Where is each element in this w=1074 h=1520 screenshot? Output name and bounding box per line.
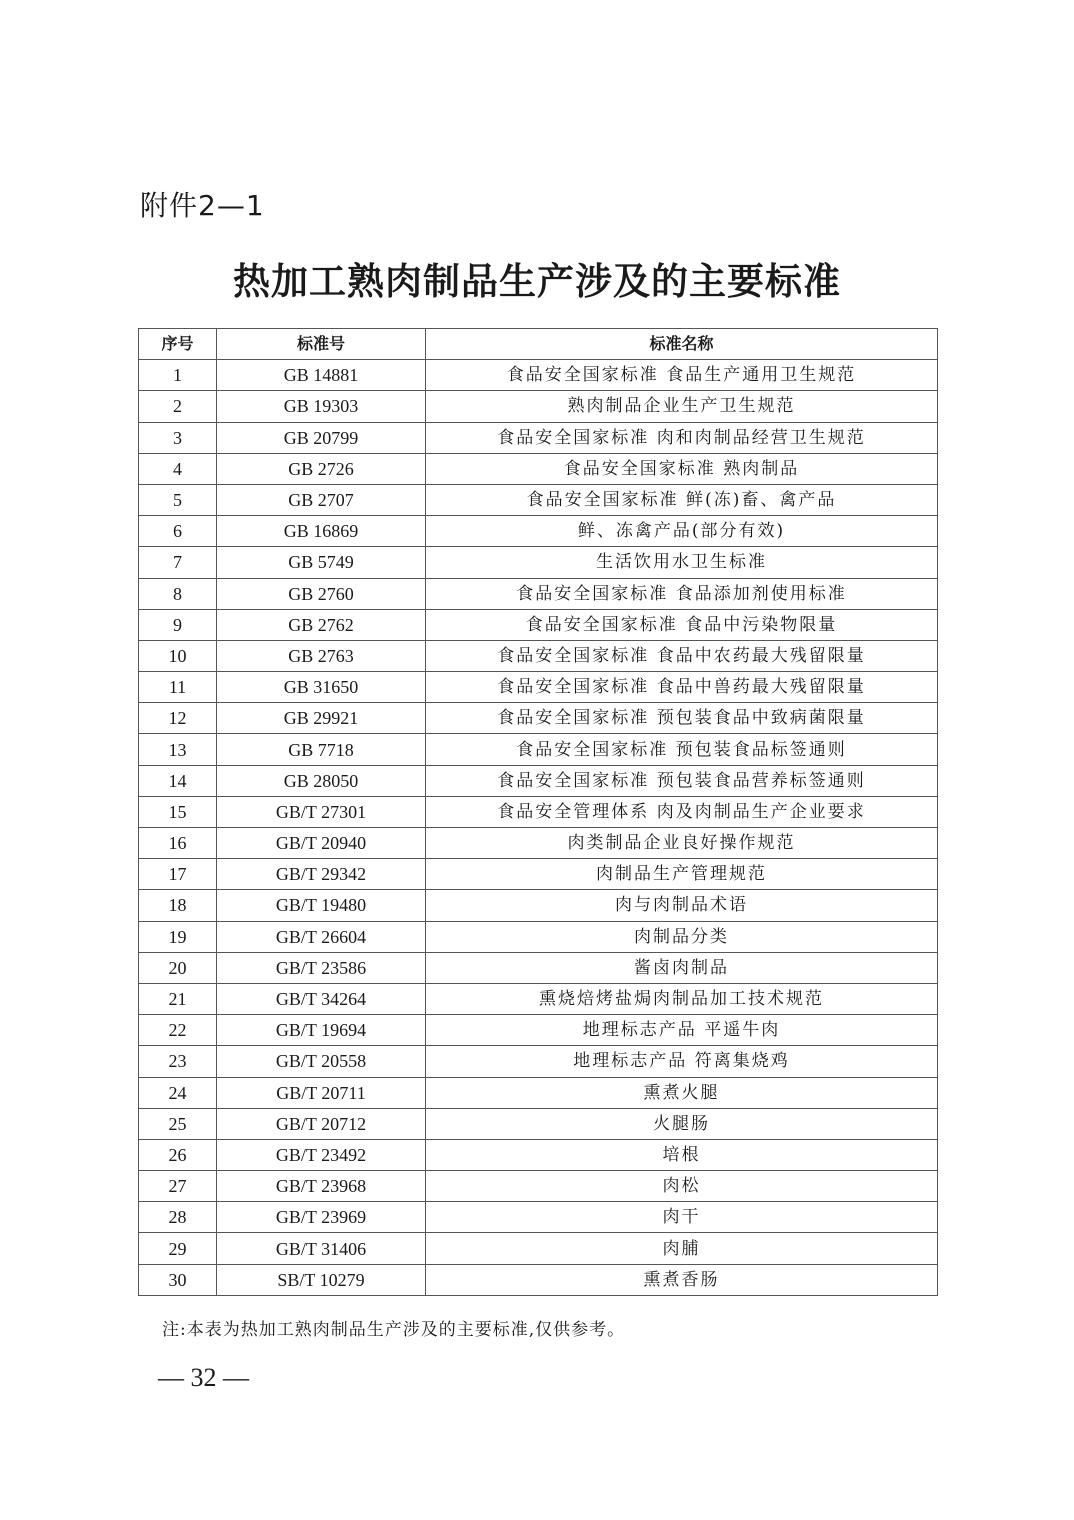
standard-code: GB 2760 [217,578,426,609]
table-row [139,391,938,422]
table-header-row [139,329,938,360]
standard-code: GB 29921 [217,703,426,734]
row-number: 16 [139,828,217,859]
table-row [139,609,938,640]
standard-name: 食品安全国家标准 食品添加剂使用标准 [426,578,938,609]
standard-code: GB 2763 [217,640,426,671]
standard-name: 食品安全国家标准 食品生产通用卫生规范 [426,360,938,391]
standard-code: GB 7718 [217,734,426,765]
standards-table [138,328,938,1296]
table-row [139,453,938,484]
table-row [139,734,938,765]
standard-code: GB/T 23968 [217,1171,426,1202]
standard-name: 熏煮香肠 [426,1264,938,1295]
standard-name: 鲜、冻禽产品(部分有效) [426,516,938,547]
row-number: 6 [139,516,217,547]
row-number: 12 [139,703,217,734]
table-row [139,1171,938,1202]
standard-name: 生活饮用水卫生标准 [426,547,938,578]
table-row [139,484,938,515]
row-number: 3 [139,422,217,453]
row-number: 10 [139,640,217,671]
standard-code: GB/T 19694 [217,1015,426,1046]
row-number: 9 [139,609,217,640]
table-row [139,672,938,703]
table-row [139,547,938,578]
standard-name: 食品安全管理体系 肉及肉制品生产企业要求 [426,796,938,827]
table-row [139,703,938,734]
standard-code: GB 2762 [217,609,426,640]
table-row [139,1264,938,1295]
standard-name: 食品安全国家标准 预包装食品营养标签通则 [426,765,938,796]
standard-code: GB 31650 [217,672,426,703]
standard-code: SB/T 10279 [217,1264,426,1295]
row-number: 13 [139,734,217,765]
table-body [139,360,938,1296]
standard-code: GB/T 31406 [217,1233,426,1264]
standard-code: GB 16869 [217,516,426,547]
standard-name: 地理标志产品 平遥牛肉 [426,1015,938,1046]
standard-code: GB 5749 [217,547,426,578]
table-note: 注:本表为热加工熟肉制品生产涉及的主要标准,仅供参考。 [162,1320,626,1340]
row-number: 17 [139,859,217,890]
standard-name: 火腿肠 [426,1108,938,1139]
table-row [139,765,938,796]
standard-name: 食品安全国家标准 食品中兽药最大残留限量 [426,672,938,703]
standard-name: 酱卤肉制品 [426,952,938,983]
table-row [139,1015,938,1046]
standard-name: 肉干 [426,1202,938,1233]
standard-code: GB 2726 [217,453,426,484]
standard-name: 熟肉制品企业生产卫生规范 [426,391,938,422]
table-row [139,516,938,547]
standard-name: 地理标志产品 符离集烧鸡 [426,1046,938,1077]
row-number: 15 [139,796,217,827]
table-row [139,422,938,453]
row-number: 2 [139,391,217,422]
standard-code: GB 19303 [217,391,426,422]
standard-name: 熏烧焙烤盐焗肉制品加工技术规范 [426,983,938,1014]
standard-code: GB 14881 [217,360,426,391]
standard-code: GB 28050 [217,765,426,796]
table-row [139,1233,938,1264]
standard-code: GB 2707 [217,484,426,515]
header-code: 标准号 [217,329,426,360]
table-row [139,890,938,921]
row-number: 27 [139,1171,217,1202]
row-number: 19 [139,921,217,952]
standard-name: 肉脯 [426,1233,938,1264]
standard-code: GB/T 20558 [217,1046,426,1077]
table-row [139,578,938,609]
standard-code: GB/T 23586 [217,952,426,983]
standard-name: 肉类制品企业良好操作规范 [426,828,938,859]
header-no: 序号 [139,329,217,360]
table-row [139,360,938,391]
row-number: 14 [139,765,217,796]
row-number: 18 [139,890,217,921]
standard-code: GB/T 23492 [217,1139,426,1170]
row-number: 8 [139,578,217,609]
row-number: 29 [139,1233,217,1264]
table-row [139,1139,938,1170]
header-name: 标准名称 [426,329,938,360]
standard-name: 肉制品生产管理规范 [426,859,938,890]
standard-name: 食品安全国家标准 食品中污染物限量 [426,609,938,640]
standard-name: 食品安全国家标准 鲜(冻)畜、禽产品 [426,484,938,515]
standard-name: 食品安全国家标准 预包装食品中致病菌限量 [426,703,938,734]
standard-name: 培根 [426,1139,938,1170]
table-row [139,828,938,859]
row-number: 26 [139,1139,217,1170]
row-number: 28 [139,1202,217,1233]
page-title: 热加工熟肉制品生产涉及的主要标准 [233,259,841,303]
row-number: 23 [139,1046,217,1077]
row-number: 25 [139,1108,217,1139]
standard-code: GB/T 20711 [217,1077,426,1108]
row-number: 30 [139,1264,217,1295]
standard-code: GB/T 23969 [217,1202,426,1233]
standard-code: GB/T 34264 [217,983,426,1014]
standard-name: 食品安全国家标准 食品中农药最大残留限量 [426,640,938,671]
standard-code: GB/T 27301 [217,796,426,827]
row-number: 4 [139,453,217,484]
row-number: 1 [139,360,217,391]
row-number: 11 [139,672,217,703]
table-row [139,859,938,890]
standard-code: GB/T 20712 [217,1108,426,1139]
standard-code: GB 20799 [217,422,426,453]
table-row [139,1046,938,1077]
table-row [139,921,938,952]
row-number: 21 [139,983,217,1014]
table-row [139,952,938,983]
standard-name: 食品安全国家标准 熟肉制品 [426,453,938,484]
standard-name: 食品安全国家标准 肉和肉制品经营卫生规范 [426,422,938,453]
standard-code: GB/T 20940 [217,828,426,859]
standard-name: 肉与肉制品术语 [426,890,938,921]
standard-name: 肉制品分类 [426,921,938,952]
row-number: 5 [139,484,217,515]
row-number: 20 [139,952,217,983]
standard-name: 肉松 [426,1171,938,1202]
standard-code: GB/T 19480 [217,890,426,921]
table-row [139,1202,938,1233]
table-row [139,640,938,671]
row-number: 22 [139,1015,217,1046]
table-row [139,1077,938,1108]
attachment-label: 附件2—1 [140,189,265,222]
row-number: 7 [139,547,217,578]
table-row [139,983,938,1014]
table-row [139,1108,938,1139]
row-number: 24 [139,1077,217,1108]
standard-code: GB/T 29342 [217,859,426,890]
page-number: — 32 — [158,1363,249,1392]
standard-name: 食品安全国家标准 预包装食品标签通则 [426,734,938,765]
standard-name: 熏煮火腿 [426,1077,938,1108]
table-row [139,796,938,827]
standard-code: GB/T 26604 [217,921,426,952]
